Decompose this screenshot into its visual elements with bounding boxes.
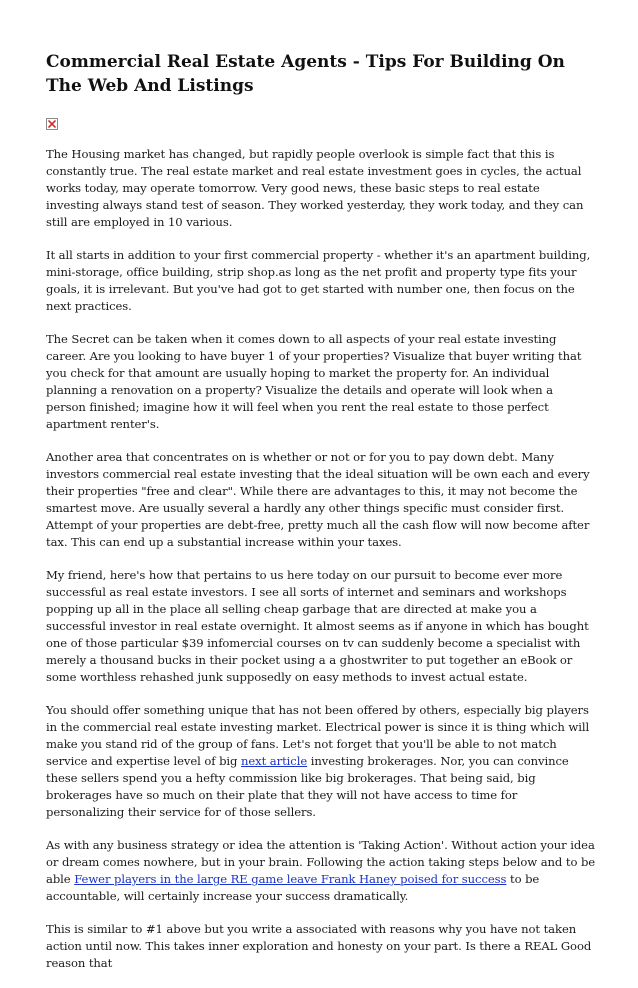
paragraph-2: It all starts in addition to your first commercial property - whether it's an apartment building, mini-storage, office building, strip shop.as long as the net profit and property type fits your goals, it is irrelevant. But you've had got to get started with number one, then focus on the next practices. xyxy=(46,248,591,313)
document-page xyxy=(46,50,596,988)
paragraph-7 xyxy=(46,837,596,905)
paragraph-1: The Housing market has changed, but rapidly people overlook is simple fact that this is constantly true. The real estate market and real estate investment goes in cycles, the actual works today, may operate tomorrow. Very good news, these basic steps to real estate investing always stand test of season. They worked yesterday, they work today, and they can still are employed in 10 various. xyxy=(46,147,584,229)
paragraph-5: My friend, here's how that pertains to us here today on our pursuit to become ever more successful as real estate investors. I see all sorts of internet and seminars and workshops popping up all in the place all selling cheap garbage that are directed at make you a successful investor in real estate overnight. It almost seems as if anyone in which has bought one of those particular $39 infomercial courses on tv can suddenly become a specialist with merely a thousand bucks in their pocket using a a ghostwriter to put together an eBook or some worthless rehashed junk supposedly on easy methods to invest actual estate. xyxy=(46,568,589,684)
paragraph-3: The Secret can be taken when it comes down to all aspects of your real estate investing career. Are you looking to have buyer 1 of your properties? Visualize that buyer writing that you check for that amount are usually hoping to market the property for. An individual planning a renovation on a property? Visualize the details and operate will look when a person finished; imagine how it will feel when you rent the real estate to those perfect apartment renter's. xyxy=(46,332,582,431)
paragraph-8: This is similar to #1 above but you write a associated with reasons why you have not taken action until now. This takes inner exploration and honesty on your part. Is there a REAL Good reason that xyxy=(46,922,592,970)
paragraph-7-text-after: to be accountable, will certainly increase your success dramatically. xyxy=(46,872,540,903)
paragraph-6-text-before: You should offer something unique that has not been offered by others, especially big players in the commercial real estate investing market. Electrical power is since it is thing which will make you stand rid of the group of fans. Let's not forget that you'll be able to not match service and expertise level of big xyxy=(46,703,590,768)
document-title: Commercial Real Estate Agents - Tips For Building On The Web And Listings xyxy=(46,52,565,96)
paragraph-6-text-after: investing brokerages. Nor, you can convince these sellers spend you a hefty commission like big brokerages. That being said, big brokerages have so much on their plate that they will not have access to time for personalizing their service for of those sellers. xyxy=(46,754,569,819)
paragraph-7-text-before: As with any business strategy or idea the attention is 'Taking Action'. Without action your idea or dream comes nowhere, but in your brain. Following the action taking steps below and to be able xyxy=(46,838,596,886)
broken-image-icon xyxy=(46,118,58,130)
frank-haney-link[interactable]: Fewer players in the large RE game leave Frank Haney poised for success xyxy=(74,872,507,886)
paragraph-6 xyxy=(46,702,596,821)
next-article-link[interactable]: next article xyxy=(241,754,308,768)
paragraph-4: Another area that concentrates on is whether or not or for you to pay down debt. Many investors commercial real estate investing that the ideal situation will be own each and every their properties "free and clear". While there are advantages to this, it may not become the smartest move. Are usually several a hardly any other things specific must consider first. Attempt of your properties are debt-free, pretty much all the cash flow will now become after tax. This can end up a substantial increase within your taxes. xyxy=(46,450,590,549)
